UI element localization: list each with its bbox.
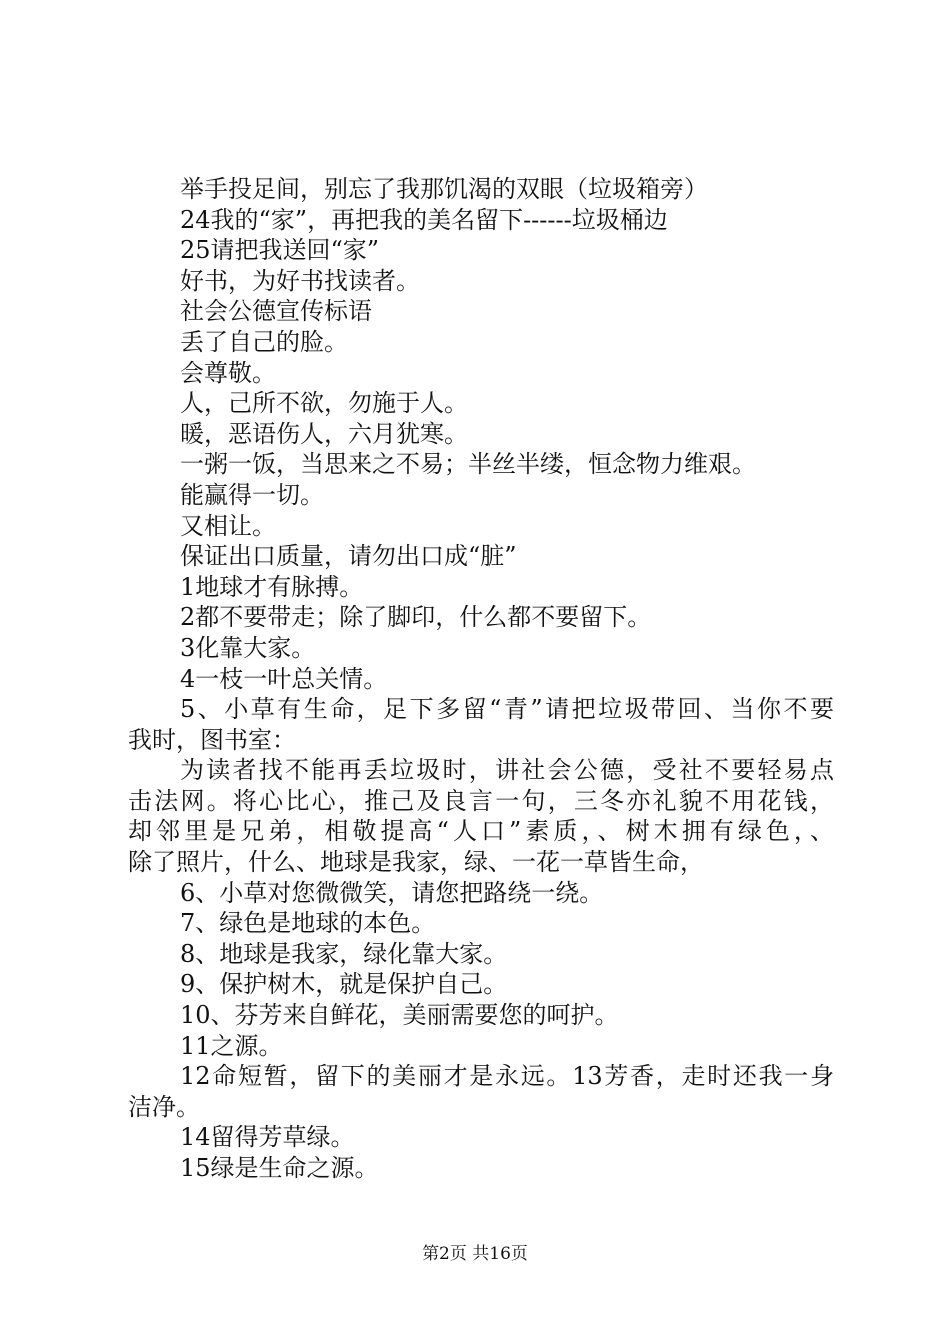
text-line: 12命短暂，留下的美丽才是永远。13芳香，走时还我一身: [180, 1062, 834, 1091]
text-line: 6、小草对您微微笑，请您把路绕一绕。: [180, 878, 604, 907]
text-line: 会尊敬。: [180, 358, 276, 387]
text-line: 却邻里是兄弟，相敬提高“人口”素质，、树木拥有绿色，、: [128, 817, 834, 846]
text-line: 一粥一饭，当思来之不易；半丝半缕，恒念物力维艰。: [180, 450, 756, 479]
document-body: [128, 174, 834, 1184]
text-line: 好书，为好书找读者。: [180, 266, 420, 295]
text-line: 15绿是生命之源。: [180, 1154, 379, 1182]
text-line: 3化靠大家。: [180, 633, 316, 662]
text-line: 24我的“家”，再把我的美名留下------垃圾桶边: [180, 205, 668, 234]
text-line: 击法网。将心比心，推己及良言一句，三冬亦礼貌不用花钱，: [128, 786, 834, 815]
text-line: 1地球才有脉搏。: [180, 572, 364, 601]
text-line: 为读者找不能再丢垃圾时，讲社会公德，受社不要轻易点: [180, 756, 834, 785]
text-line: 丢了自己的脸。: [180, 327, 348, 356]
text-line: 又相让。: [180, 511, 276, 540]
text-line: 社会公德宣传标语: [180, 297, 372, 326]
text-line: 我时，图书室：: [128, 725, 296, 754]
text-line: 14留得芳草绿。: [180, 1123, 355, 1152]
text-line: 4一枝一叶总关情。: [180, 664, 388, 693]
text-line: 除了照片，什么、地球是我家，绿、一花一草皆生命，: [128, 848, 704, 877]
text-line: 7、绿色是地球的本色。: [180, 909, 436, 938]
text-line: 5、小草有生命，足下多留“青”请把垃圾带回、当你不要: [180, 695, 834, 724]
text-line: 能赢得一切。: [180, 480, 324, 509]
text-line: 2都不要带走；除了脚印，什么都不要留下。: [180, 603, 652, 632]
text-line: 11之源。: [180, 1031, 283, 1060]
text-line: 25请把我送回“家”: [180, 236, 380, 265]
text-line: 洁净。: [128, 1092, 200, 1121]
text-line: 人，己所不欲，勿施于人。: [180, 389, 468, 418]
text-line: 10、芬芳来自鲜花，美丽需要您的呵护。: [180, 1001, 619, 1030]
text-line: 8、地球是我家，绿化靠大家。: [180, 939, 508, 968]
text-line: 暖，恶语伤人，六月犹寒。: [180, 419, 468, 448]
text-line: 举手投足间，别忘了我那饥渴的双眼（垃圾箱旁）: [180, 175, 708, 203]
text-line: 9、保护树木，就是保护自己。: [180, 970, 508, 999]
page-number-footer: 第2页 共16页: [422, 1244, 528, 1264]
text-line: 保证出口质量，请勿出口成“脏”: [180, 542, 517, 571]
